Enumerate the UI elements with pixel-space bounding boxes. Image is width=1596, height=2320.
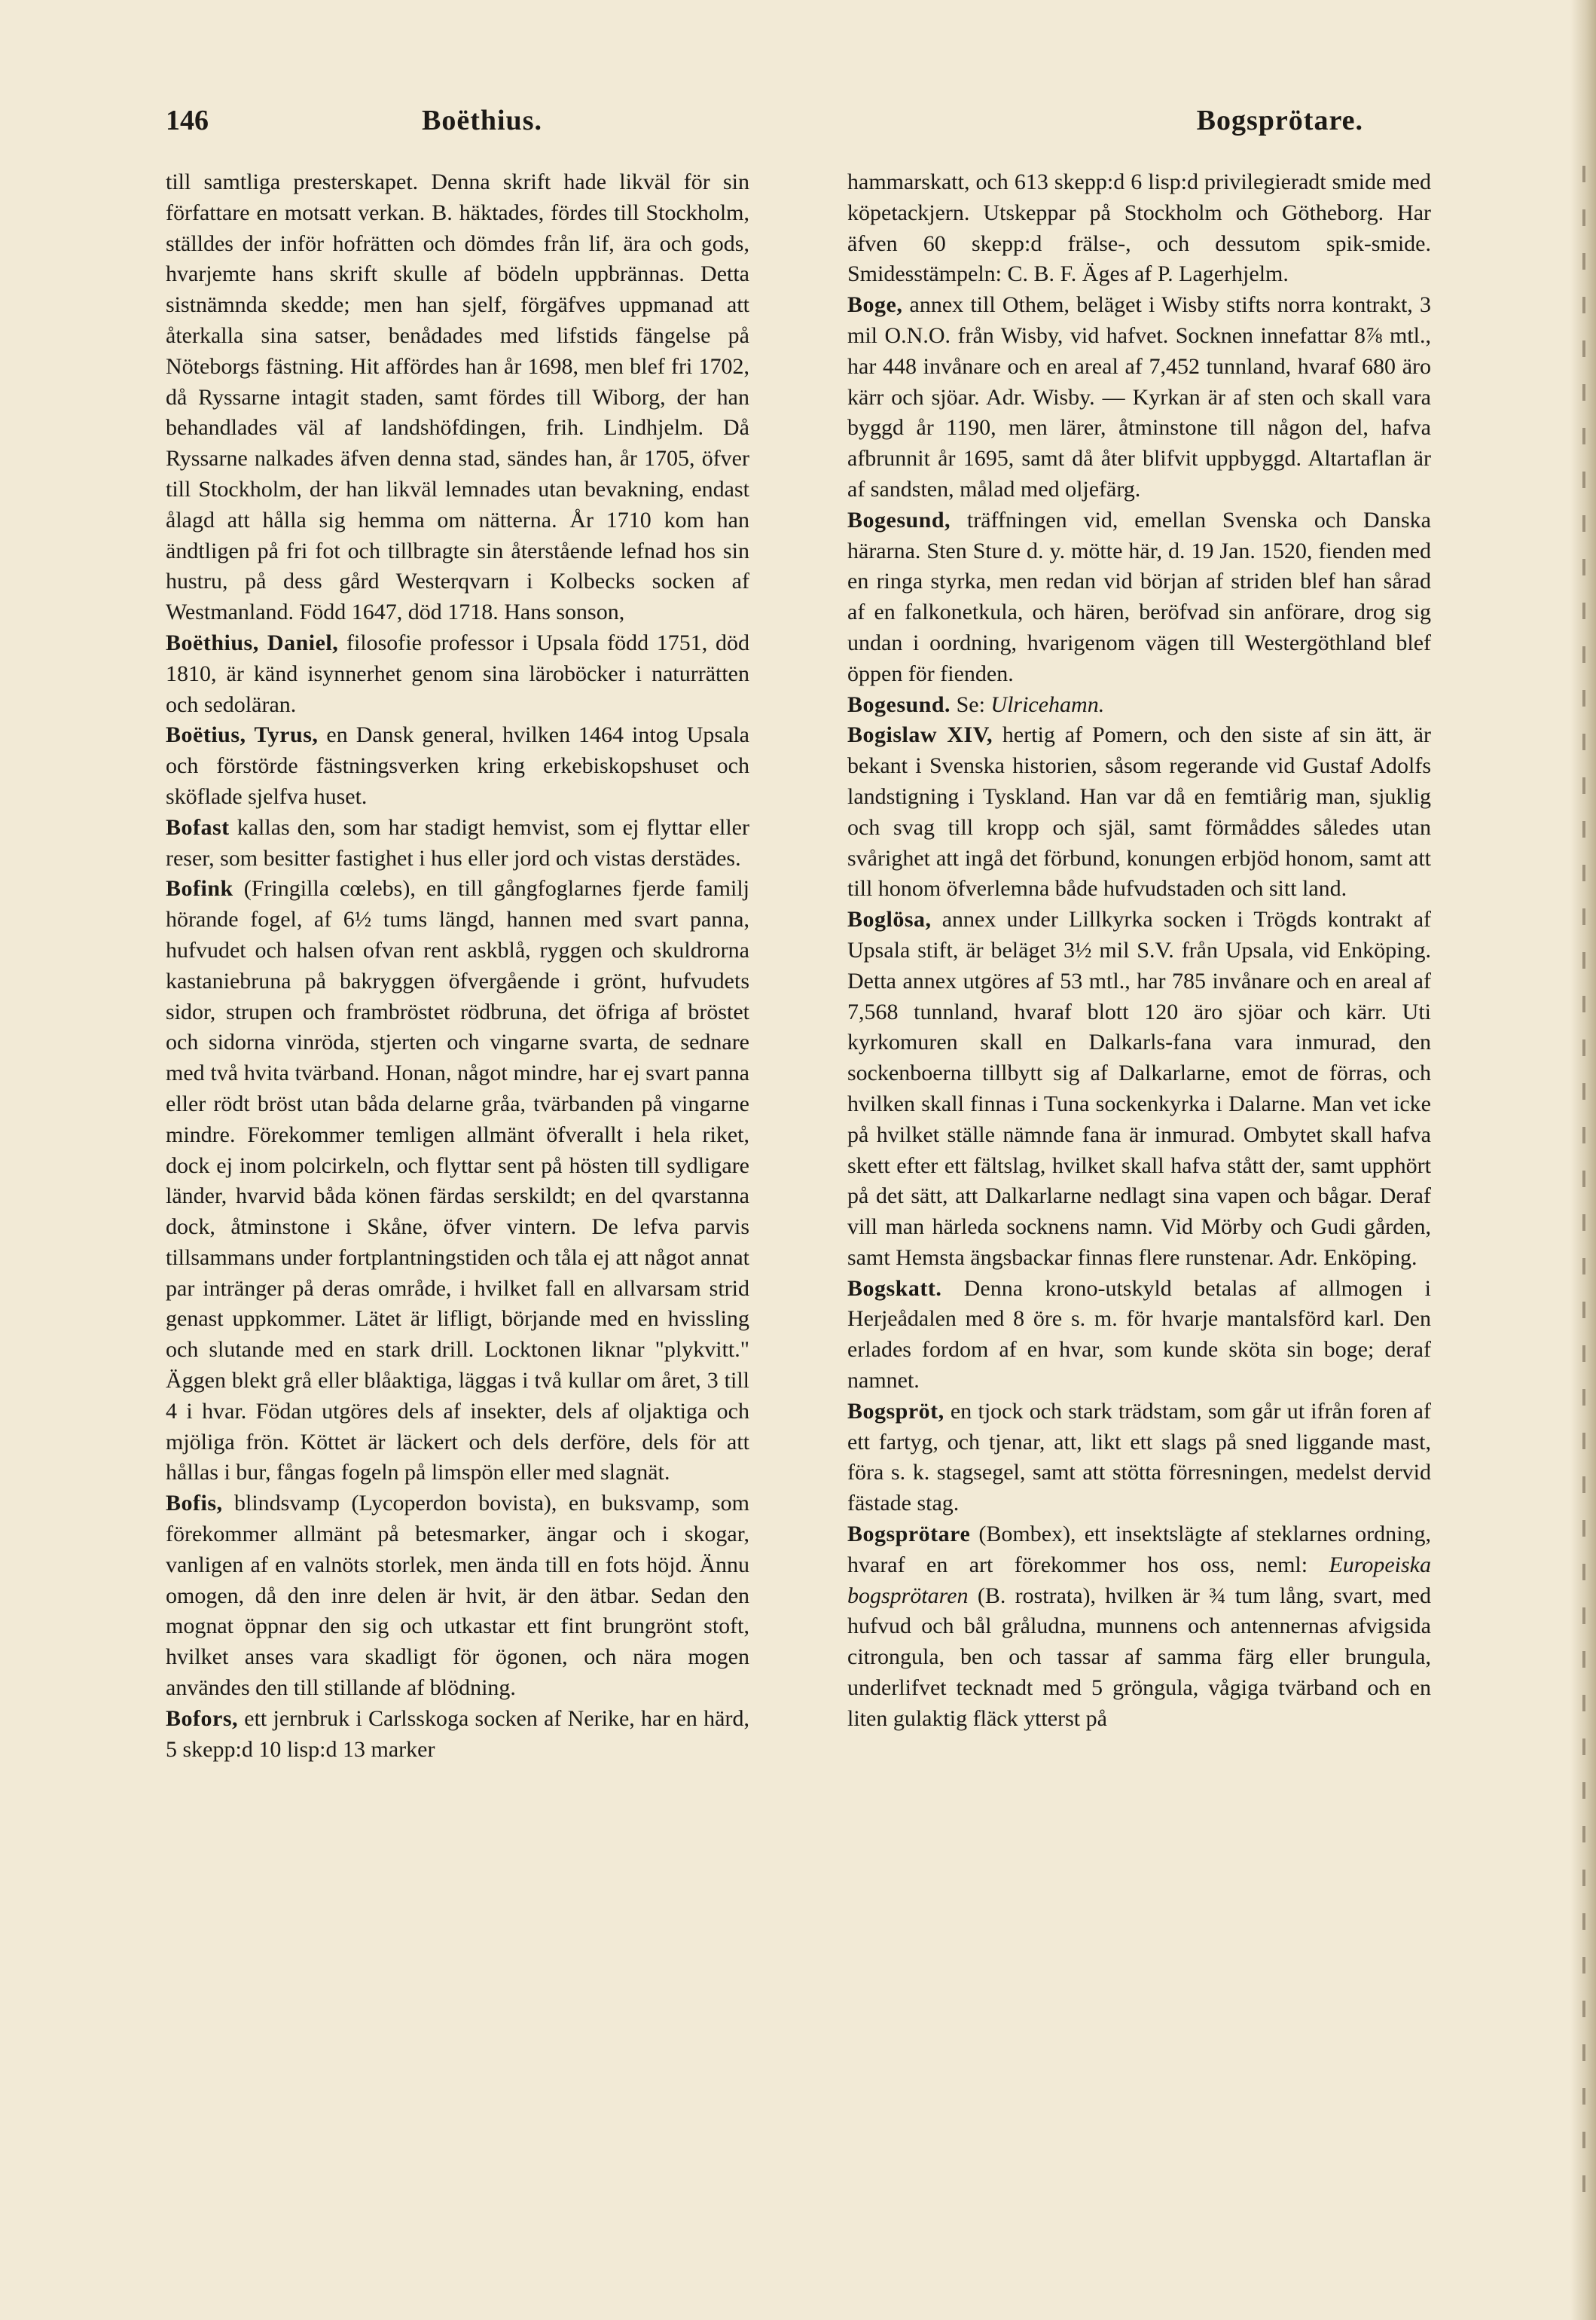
headword: Boëtius, Tyrus, [166,722,319,748]
entry-boge: Boge, annex till Othem, beläget i Wisby stifts norra kontrakt, 3 mil O.N.O. från Wisby, vid hafvet. Socknen innefattar 8⅞ mtl., har 448 invånare och en areal af 7,452 tunnland, hvaraf 680 äro kärr och sjöar. Adr. Wisby. — Kyrkan är af sten och skall vara byggd år 1190, men lärer, åtminstone till någon del, hafva afbrunnit år 1695, samt då åter blifvit uppbyggd. Altartaflan är af sandsten, målad med oljefärg. [847,292,1431,502]
left-column [166,167,749,1765]
species-name: Europeiska bogsprötaren [847,1552,1431,1608]
entry-bofis: Bofis, blindsvamp (Lycoperdon bovista), en buksvamp, som förekommer allmänt på betesmarker, ängar och i skogar, vanligen af en valnöts storlek, men ända till en fots höjd. Ännu omogen, då den inre delen är hvit, är den ätbar. Sedan den mognat öppnar den sig och utkastar ett fint brungrönt stoft, hvilket anses vara skadligt för ögonen, och nära mogen användes den till stillande af blödning. [166,1491,749,1701]
headword: Bofink [166,876,233,902]
headword: Bogesund, [847,507,951,533]
headword: Bogislaw XIV, [847,722,993,748]
right-column [847,167,1431,1735]
right-running-head: Bogsprötare. [1196,105,1363,136]
headword: Bofis, [166,1491,223,1516]
entry-bogskatt: Bogskatt. Denna krono-utskyld betalas af allmogen i Herjeådalen med 8 öre s. m. för hvarje mantalsförd karl. Den erlades fordom af en hvar, som kunde sköta sin boge; deraf namnet. [847,1275,1431,1394]
entry-bogislaw: Bogislaw XIV, hertig af Pomern, och den siste af sin ätt, är bekant i Svenska historien, såsom regerande vid Gustaf Adolfs landstigning i Tyskland. Han var då en femtiårig man, sjuklig och svag till kropp och själ, samt förmåddes således utan svårighet att ingå det förbund, konungen erbjöd honom, samt att till honom öfverlemna både hufvudstaden och sitt land. [847,722,1431,902]
headword: Bogskatt. [847,1275,942,1301]
entry-boethius-daniel: Boëthius, Daniel, filosofie professor i Upsala född 1751, död 1810, är känd isynnerhet genom sina läroböcker i naturrätten och sedoläran. [166,630,749,717]
entry-bofink: Bofink (Fringilla cœlebs), en till gångfoglarnes fjerde familj hörande fogel, af 6½ tums längd, hannen med svart panna, hufvudet och halsen ofvan rent askblå, ryggen och skuldrorna kastaniebruna på bakryggen öfvergående i grönt, hufvudets sidor, strupen och frambröstet rödbruna, det öfriga af bröstet och sidorna vinröda, stjerten och vingarne svarta, de sednare med två hvita tvärband. Honan, något mindre, har ej svart panna eller rödt bröst utan båda delarne gråa, tvärbanden på vingarne mindre. Förekommer temligen allmänt öfverallt i hela riket, dock ej inom polcirkeln, och flyttar sent på hösten till sydligare länder, hvarvid båda könen färdas serskildt; en del qvarstanna dock, åtminstone i Skåne, öfver vintern. De lefva parvis tillsammans under fortplantningstiden och tåla ej att något annat par intränger på deras område, i hvilket fall en allvarsam strid genast uppkommer. Lätet är lifligt, börjande med en hvissling och slutande med en stark drill. Locktonen liknar "plykvitt." Äggen blekt grå eller blåaktiga, läggas i två kullar om året, 3 till 4 i hvar. Födan utgöres dels af insekter, dels af oljaktiga och mjöliga frön. Köttet är läckert och dels derföre, dels för att hållas i bur, fångas fogeln på limspön eller med slagnät. [166,876,749,1485]
entry-bofors: Bofors, ett jernbruk i Carlsskoga socken af Nerike, har en härd, 5 skepp:d 10 lisp:d 13 marker [166,1705,749,1762]
entry-bogesund-ref: Bogesund. Se: Ulricehamn. [847,691,1105,717]
entry-boglosa: Boglösa, annex under Lillkyrka socken i Trögds kontrakt af Upsala stift, är beläget 3½ mil S.V. från Upsala, vid Enköping. Detta annex utgöres af 53 mtl., har 785 invånare och en areal af 7,568 tunnland, hvaraf blott 120 äro sjöar och kärr. Uti kyrkomuren skall en Dalkarls-fana vara inmurad, den sockenboerna tillbytt sig af Dalkarlarne, emot de förras, och hvilken skall finnas i Tuna sockenkyrka i Dalarne. Man vet icke på hvilket ställe nämnde fana är inmurad. Ombytet skall hafva skett efter ett fältslag, hvilket skall hafva stått der, samt upphört på det sätt, att Dalkarlarne nedlagt sina vapen och bågar. Deraf vill man härleda socknens namn. Vid Mörby och Gudi gården, samt Hemsta ängsbackar finnas flere runstenar. Adr. Enköping. [847,907,1431,1270]
entry-bogsprot: Bogspröt, en tjock och stark trädstam, som går ut ifrån foren af ett fartyg, och tjenar, att, likt ett slags på sned liggande mast, föra s. k. stagsegel, samt att stötta förresningen, medelst dervid fästade stag. [847,1398,1431,1516]
cross-reference: Ulricehamn. [990,691,1105,717]
left-running-head: Boëthius. [422,105,542,136]
entry-continuation: till samtliga presterskapet. Denna skrift hade likväl för sin författare en motsatt verkan. B. häktades, fördes till Stockholm, ställdes der inför hofrätten och dömdes från lif, ära och gods, hvarjemte hans skrift skulle af bödeln uppbrännas. Detta sistnämnda skedde; men han sjelf, förgäfves uppmanad att återkalla sina satser, benådades med lifstids fängelse på Nöteborgs fästning. Hit affördes han år 1698, men blef fri 1702, då Ryssarne intagit staden, samt fördes till Wiborg, der han behandlades väl af landshöfdingen, frih. Lindhjelm. Då Ryssarne nalkades äfven denna stad, sändes han, år 1705, öfver till Stockholm, der han likväl lemnades utan bevakning, endast ålagd att hålla sig hemma om nätterna. År 1710 kom han ändtligen på fri fot och tillbragte sin återstående lefnad hos sin hustru, på dess gård Westerqvarn i Kolbecks socken af Westmanland. Född 1647, död 1718. Hans sonson, [166,169,749,625]
headword: Bogspröt, [847,1398,944,1424]
bleed-through-marks [1575,166,1590,2219]
headword: Boëthius, Daniel, [166,630,339,655]
entry-bofast: Bofast kallas den, som har stadigt hemvist, som ej flyttar eller reser, som besitter fastighet i hus eller jord och vistas derstädes. [166,814,749,871]
headword: Bogsprötare [847,1522,971,1547]
entry-boetius-tyrus: Boëtius, Tyrus, en Dansk general, hvilken 1464 intog Upsala och förstörde fästningsverken kring erkebiskopshuset och sköflade sjelfva huset. [166,722,750,809]
entry-bogesund-battle: Bogesund, träffningen vid, emellan Svenska och Danska härarna. Sten Sture d. y. mötte här, d. 19 Jan. 1520, fienden med en ringa styrka, men redan vid början af striden blef han sårad af en falkonetkula, och hären, beröfvad sin anförare, drog sig undan i oordning, hvarigenom vägen till Westergöthland blef öppen för fienden. [847,507,1431,686]
headword: Bofast [166,814,230,840]
headword: Bogesund. [847,691,951,717]
running-header [166,104,1363,149]
page-edge-shadow [1570,0,1596,2320]
headword: Boglösa, [847,907,932,933]
entry-continuation: hammarskatt, och 613 skepp:d 6 lisp:d privilegieradt smide med köpetackjern. Utskeppar på Stockholm och Götheborg. Har äfven 60 skepp:d frälse-, och dessutom spik-smide. Smidesstämpeln: C. B. F. Äges af P. Lagerhjelm. [847,169,1431,287]
entry-bogsprotare: Bogsprötare (Bombex), ett insektslägte af steklarnes ordning, hvaraf en art förekommer hos oss, neml: Europeiska bogsprötaren (B. rostrata), hvilken är ¾ tum lång, svart, med hufvud och bål gråludna, munnens och antennernas afvigsida citrongula, ben och tassar af samma färg eller brungula, underlifvet tecknadt med 5 gröngula, vågiga tvärband och en liten gulaktig fläck ytterst på [847,1522,1431,1731]
headword: Boge, [847,292,903,318]
headword: Bofors, [166,1705,238,1731]
page-number: 146 [166,105,209,136]
